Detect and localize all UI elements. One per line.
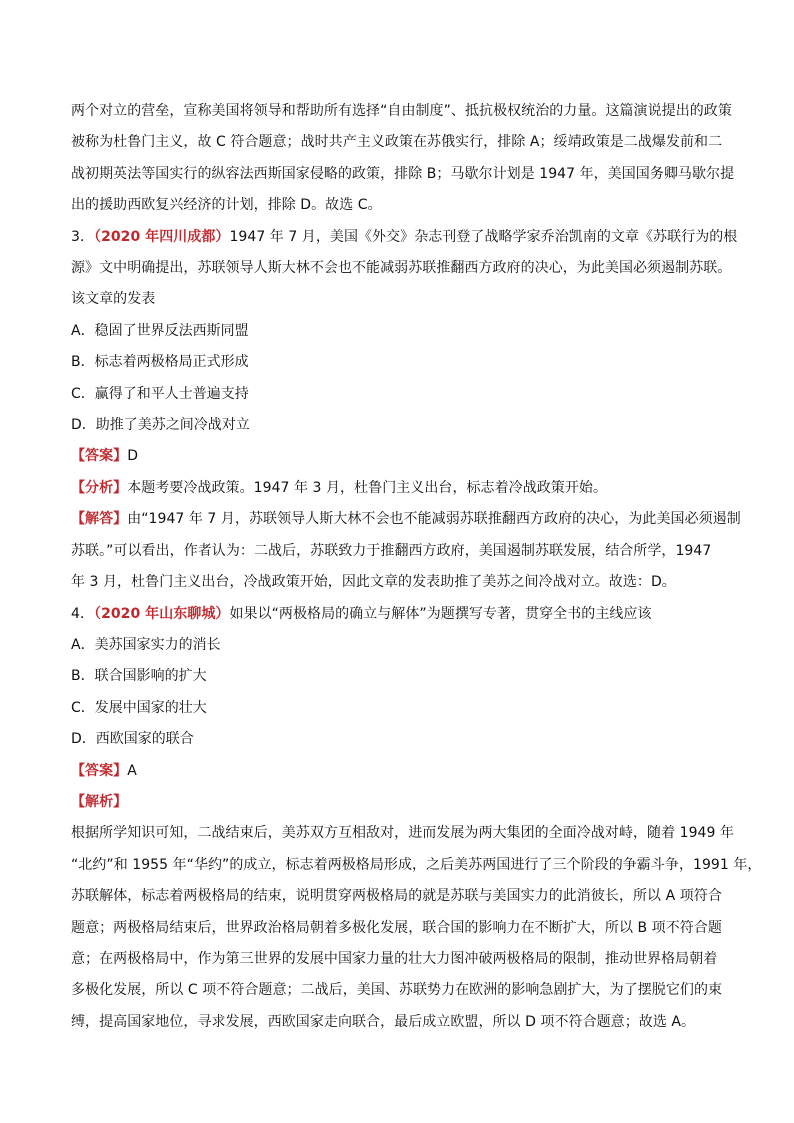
option-d: D．西欧国家的联合 [71,731,194,748]
option-a: A．美苏国家实力的消长 [71,636,221,653]
answer-value: D [127,448,139,465]
stem-text: 该文章的发表 [71,291,156,308]
intro-paragraph [71,96,735,222]
text-line: 被称为杜鲁门主义，故 C 符合题意；战时共产主义政策在苏俄实行，排除 A；绥靖政策是二战爆发前和二 [71,134,723,151]
question-source: （2020 年山东聊城） [94,605,230,622]
stem-text: 如果以“两极格局的确立与解体”为题撰写专著，贯穿全书的主线应该 [229,605,652,622]
explain-text: 题意；两极格局结束后，世界政治格局朝着多极化发展，联合国的影响力在不断扩大，所以 B 项不符合题 [71,919,722,936]
question-stem [71,222,738,253]
option-b: B．联合国影响的扩大 [71,668,207,685]
answer-line [71,441,723,472]
option-a: A．稳固了世界反法西斯同盟 [71,322,249,339]
explain-line [71,787,723,818]
text-line: 两个对立的营垒，宣称美国将领导和帮助所有选择“自由制度”、抵抗极权统治的力量。这篇演说提出的政策 [71,103,732,119]
solution-text: 由“1947 年 7 月，苏联领导人斯大林不会也不能减弱苏联推翻西方政府的决心，为此美国必须遏制 [127,511,741,528]
analysis-line [71,473,723,504]
text-line: 战初期英法等国实行的纵容法西斯国家侵略的政策，排除 B；马歇尔计划是 1947 年，美国国务卿马歇尔提 [71,165,735,182]
answer-value: A [127,762,137,779]
question-number: 3． [71,228,95,245]
solution-label: 【解答】 [71,511,128,528]
option-b: B．标志着两极格局正式形成 [71,354,249,371]
analysis-text: 本题考要冷战政策。1947 年 3 月，杜鲁门主义出台，标志着冷战政策开始。 [127,479,607,496]
option-d: D．助推了美苏之间冷战对立 [71,417,250,434]
answer-label: 【答案】 [71,448,128,465]
option-c: C．发展中国家的壮大 [71,699,207,716]
document-page [71,96,762,1038]
text-line: 出的援助西欧复兴经济的计划，排除 D。故选 C。 [71,197,382,214]
answer-line [71,756,723,787]
explain-text: 苏联解体，标志着两极格局的结束，说明贯穿两极格局的就是苏联与美国实力的此消彼长，所以 A 项符合 [71,888,722,905]
explain-text: 缚，提高国家地位，寻求发展，西欧国家走向联合，最后成立欧盟，所以 D 项不符合题意；故选 A。 [71,1013,696,1030]
question-number: 4． [71,605,95,622]
explain-text: 多极化发展，所以 C 项不符合题意；二战后，美国、苏联势力在欧洲的影响急剧扩大，为了摆脱它们的束 [71,982,723,999]
answer-label: 【答案】 [71,762,128,779]
option-c: C．赢得了和平人士普遍支持 [71,385,249,402]
question-4 [71,599,762,1039]
stem-text: 源》文中明确提出，苏联领导人斯大林不会也不能减弱苏联推翻西方政府的决心，为此美国必须遏制苏联。 [71,260,732,277]
explain-text: “北约”和 1955 年“华约”的成立，标志着两极格局形成，之后美苏两国进行了三个阶段的争霸斗争，1991 年， [71,856,762,873]
question-stem [71,599,723,630]
question-3 [71,222,741,599]
analysis-label: 【分析】 [71,479,128,496]
solution-line [71,504,741,535]
explain-text: 根据所学知识可知，二战结束后，美苏双方互相敌对，进而发展为两大集团的全面冷战对峙，随着 1949 年 [71,825,735,842]
solution-text: 年 3 月，杜鲁门主义出台，冷战政策开始，因此文章的发表助推了美苏之间冷战对立。故选：D。 [71,574,676,591]
question-source: （2020 年四川成都） [94,228,230,245]
solution-text: 苏联。”可以看出，作者认为：二战后，苏联致力于推翻西方政府，美国遏制苏联发展，结合所学，1947 [71,542,712,559]
explain-label: 【解析】 [71,793,128,810]
stem-text: 1947 年 7 月，美国《外交》杂志刊登了战略学家乔治凯南的文章《苏联行为的根 [229,228,738,245]
explain-text: 意；在两极格局中，作为第三世界的发展中国家力量的壮大力图冲破两极格局的限制，推动世界格局朝着 [71,950,718,967]
